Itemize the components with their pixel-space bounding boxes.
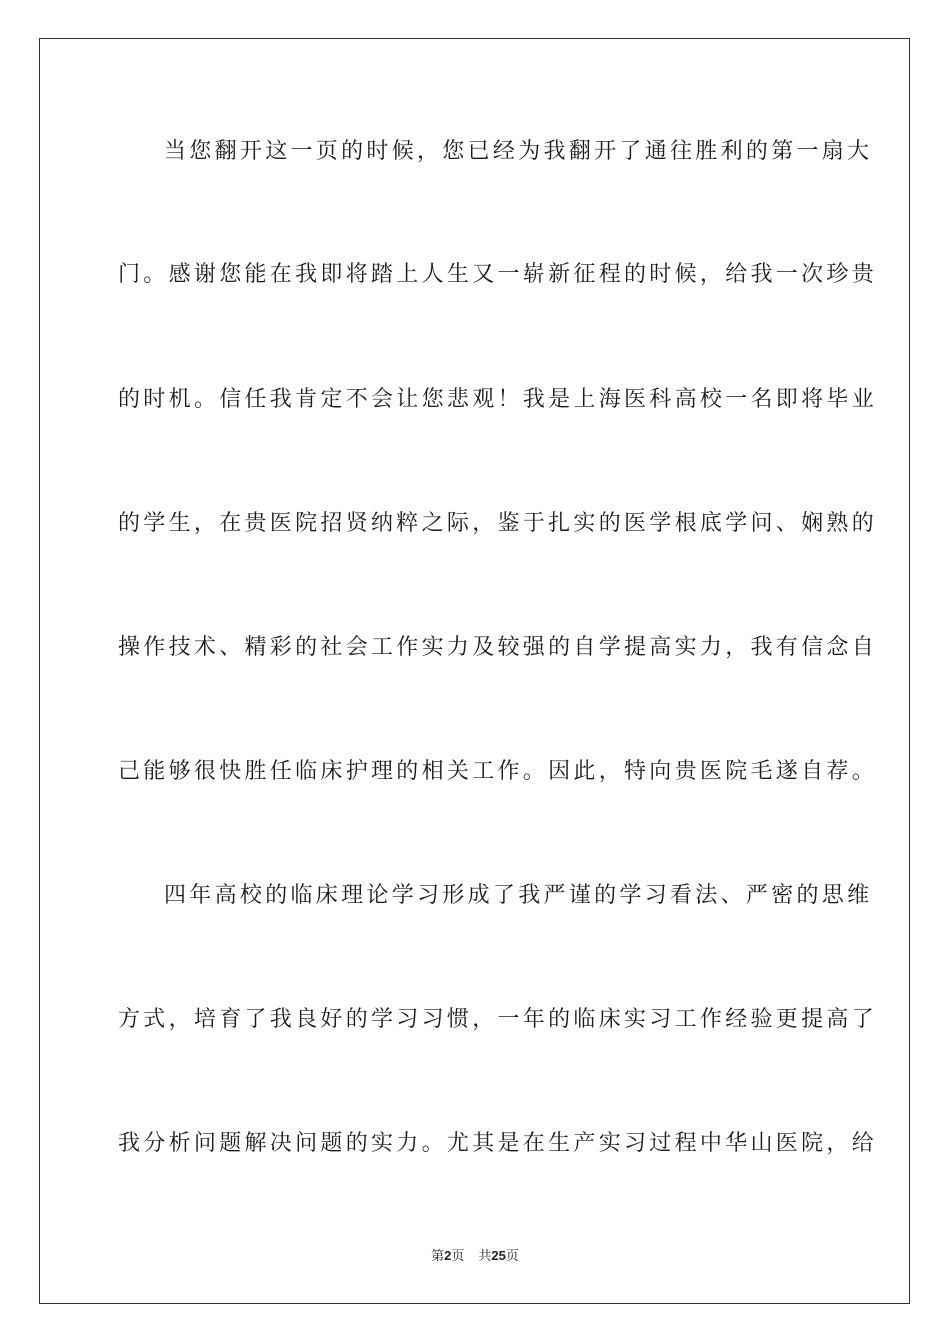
paragraph-1-line-6: 己能够很快胜任临床护理的相关工作。因此，特向贵医院毛遂自荐。	[118, 759, 878, 784]
paragraph-1-line-3: 的时机。信任我肯定不会让您悲观！我是上海医科高校一名即将毕业	[118, 387, 878, 412]
paragraph-2-line-1: 四年高校的临床理论学习形成了我严谨的学习看法、严密的思维	[164, 883, 873, 908]
paragraph-2-line-3: 我分析问题解决问题的实力。尤其是在生产实习过程中华山医院，给	[118, 1131, 878, 1156]
paragraph-2-line-2: 方式，培育了我良好的学习习惯，一年的临床实习工作经验更提高了	[118, 1007, 878, 1032]
paragraph-1-line-5: 操作技术、精彩的社会工作实力及较强的自学提高实力，我有信念自	[118, 635, 878, 660]
total-pages-prefix: 共	[478, 1249, 492, 1264]
page-border	[39, 38, 910, 1304]
page-footer	[0, 1247, 950, 1266]
paragraph-1-line-2: 门。感谢您能在我即将踏上人生又一崭新征程的时候，给我一次珍贵	[118, 262, 878, 287]
page-number-prefix: 第	[431, 1249, 445, 1264]
total-pages-suffix: 页	[505, 1249, 519, 1264]
current-page-number: 2	[444, 1248, 452, 1263]
total-page-count: 25	[491, 1248, 506, 1263]
paragraph-1-line-1: 当您翻开这一页的时候，您已经为我翻开了通往胜利的第一扇大	[164, 139, 873, 164]
paragraph-1-line-4: 的学生，在贵医院招贤纳粹之际，鉴于扎实的医学根底学问、娴熟的	[118, 511, 878, 536]
page-number-suffix: 页	[451, 1249, 465, 1264]
